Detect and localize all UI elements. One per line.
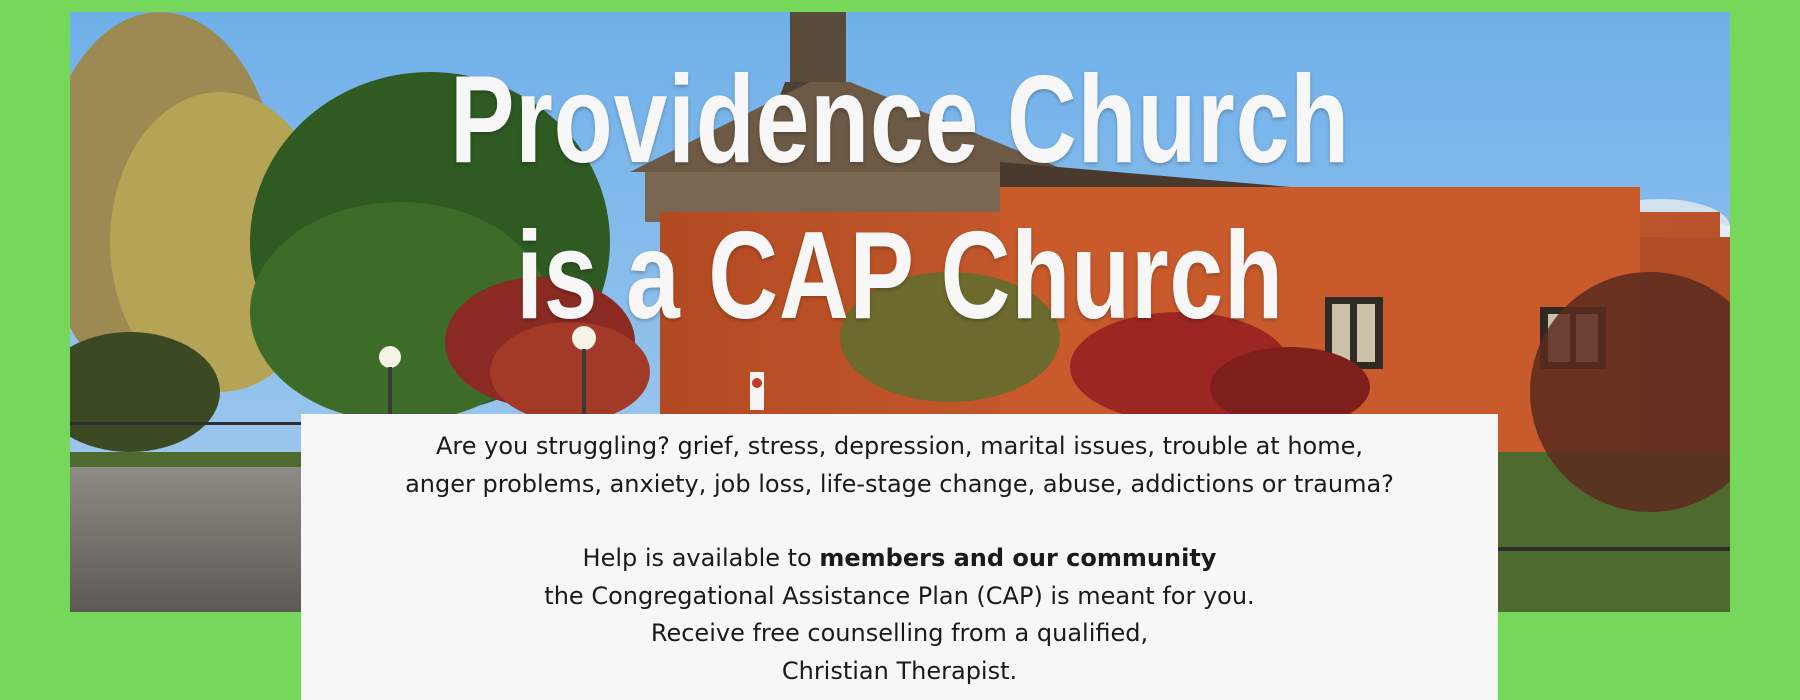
counsel-line-1: Receive free counselling from a qualified, xyxy=(650,619,1149,647)
help-line xyxy=(301,540,1498,578)
counsel-line-2: Christian Therapist. xyxy=(781,656,1018,685)
cap-line: the Congregational Assistance Plan (CAP) is meant for you. xyxy=(544,581,1255,610)
paragraph-spacer xyxy=(301,503,1498,540)
struggle-line-2: anger problems, anxiety, job loss, life-stage change, abuse, addictions or trauma? xyxy=(405,469,1394,498)
headline-line-1: Providence Church xyxy=(449,51,1351,189)
help-bold-text: members and our community xyxy=(819,544,1217,572)
message-card xyxy=(301,414,1498,700)
struggle-line-1: Are you struggling? grief, stress, depression, marital issues, trouble at home, xyxy=(436,432,1363,460)
help-prefix: Help is available to xyxy=(582,544,820,572)
headline xyxy=(253,12,1548,354)
headline-line-2: is a CAP Church xyxy=(516,207,1284,345)
